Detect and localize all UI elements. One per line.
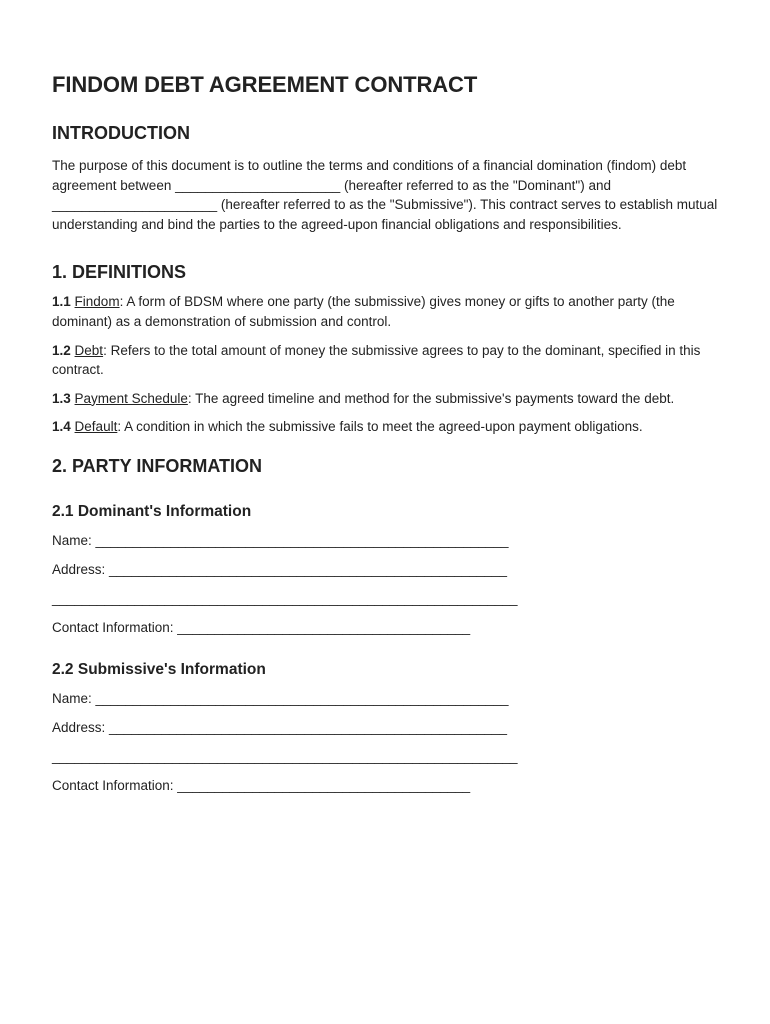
document-page bbox=[52, 70, 722, 796]
definition-term: Debt bbox=[74, 342, 104, 358]
definition-item bbox=[52, 389, 722, 409]
definition-text: : A condition in which the submissive fails to meet the agreed-upon payment obligations. bbox=[117, 419, 643, 435]
definition-text: : The agreed timeline and method for the submissive's payments toward the debt. bbox=[187, 390, 675, 406]
definition-text: : Refers to the total amount of money the submissive agrees to pay to the dominant, specified in this contract. bbox=[52, 342, 701, 378]
definition-item bbox=[52, 417, 722, 437]
definitions-list bbox=[52, 292, 722, 437]
introduction-heading: INTRODUCTION bbox=[52, 123, 190, 143]
definition-item bbox=[52, 341, 722, 380]
submissive-info-heading: 2.2 Submissive's Information bbox=[52, 660, 266, 678]
party-information-heading: 2. PARTY INFORMATION bbox=[52, 455, 263, 476]
submissive-name-field[interactable]: Name: _______________________________________________________ bbox=[52, 690, 509, 706]
definition-number: 1.3 bbox=[52, 390, 71, 406]
definition-term: Findom bbox=[74, 294, 120, 310]
submissive-address-line2-field[interactable]: ______________________________________________________________ bbox=[52, 748, 518, 764]
definitions-heading: 1. DEFINITIONS bbox=[52, 262, 187, 283]
dominant-address-field[interactable]: Address: _____________________________________________________ bbox=[52, 561, 507, 577]
submissive-address-field[interactable]: Address: _____________________________________________________ bbox=[52, 719, 507, 735]
submissive-contact-field[interactable]: Contact Information: _______________________________________ bbox=[52, 777, 471, 793]
introduction-text: The purpose of this document is to outline the terms and conditions of a financial domination (findom) debt agreement between ______________________ (hereafter referred to as the "Dominant") and ______________________ (hereafter referred to as the "Submissive"). This contract serves to establish mutual understanding and bind the parties to the agreed-upon financial obligations and responsibilities. bbox=[52, 158, 718, 232]
dominant-name-field[interactable]: Name: _______________________________________________________ bbox=[52, 532, 509, 548]
document-title: FINDOM DEBT AGREEMENT CONTRACT bbox=[52, 72, 478, 97]
definition-number: 1.1 bbox=[52, 294, 71, 310]
definition-term: Default bbox=[74, 419, 118, 435]
definition-number: 1.2 bbox=[52, 342, 71, 358]
dominant-info-heading: 2.1 Dominant's Information bbox=[52, 502, 252, 520]
definition-number: 1.4 bbox=[52, 419, 71, 435]
definition-item bbox=[52, 292, 722, 331]
definition-term: Payment Schedule bbox=[74, 390, 188, 406]
dominant-contact-field[interactable]: Contact Information: _______________________________________ bbox=[52, 619, 471, 635]
definition-text: : A form of BDSM where one party (the submissive) gives money or gifts to another party (the dominant) as a demonstration of submission and control. bbox=[52, 294, 675, 329]
dominant-address-line2-field[interactable]: ______________________________________________________________ bbox=[52, 590, 518, 606]
